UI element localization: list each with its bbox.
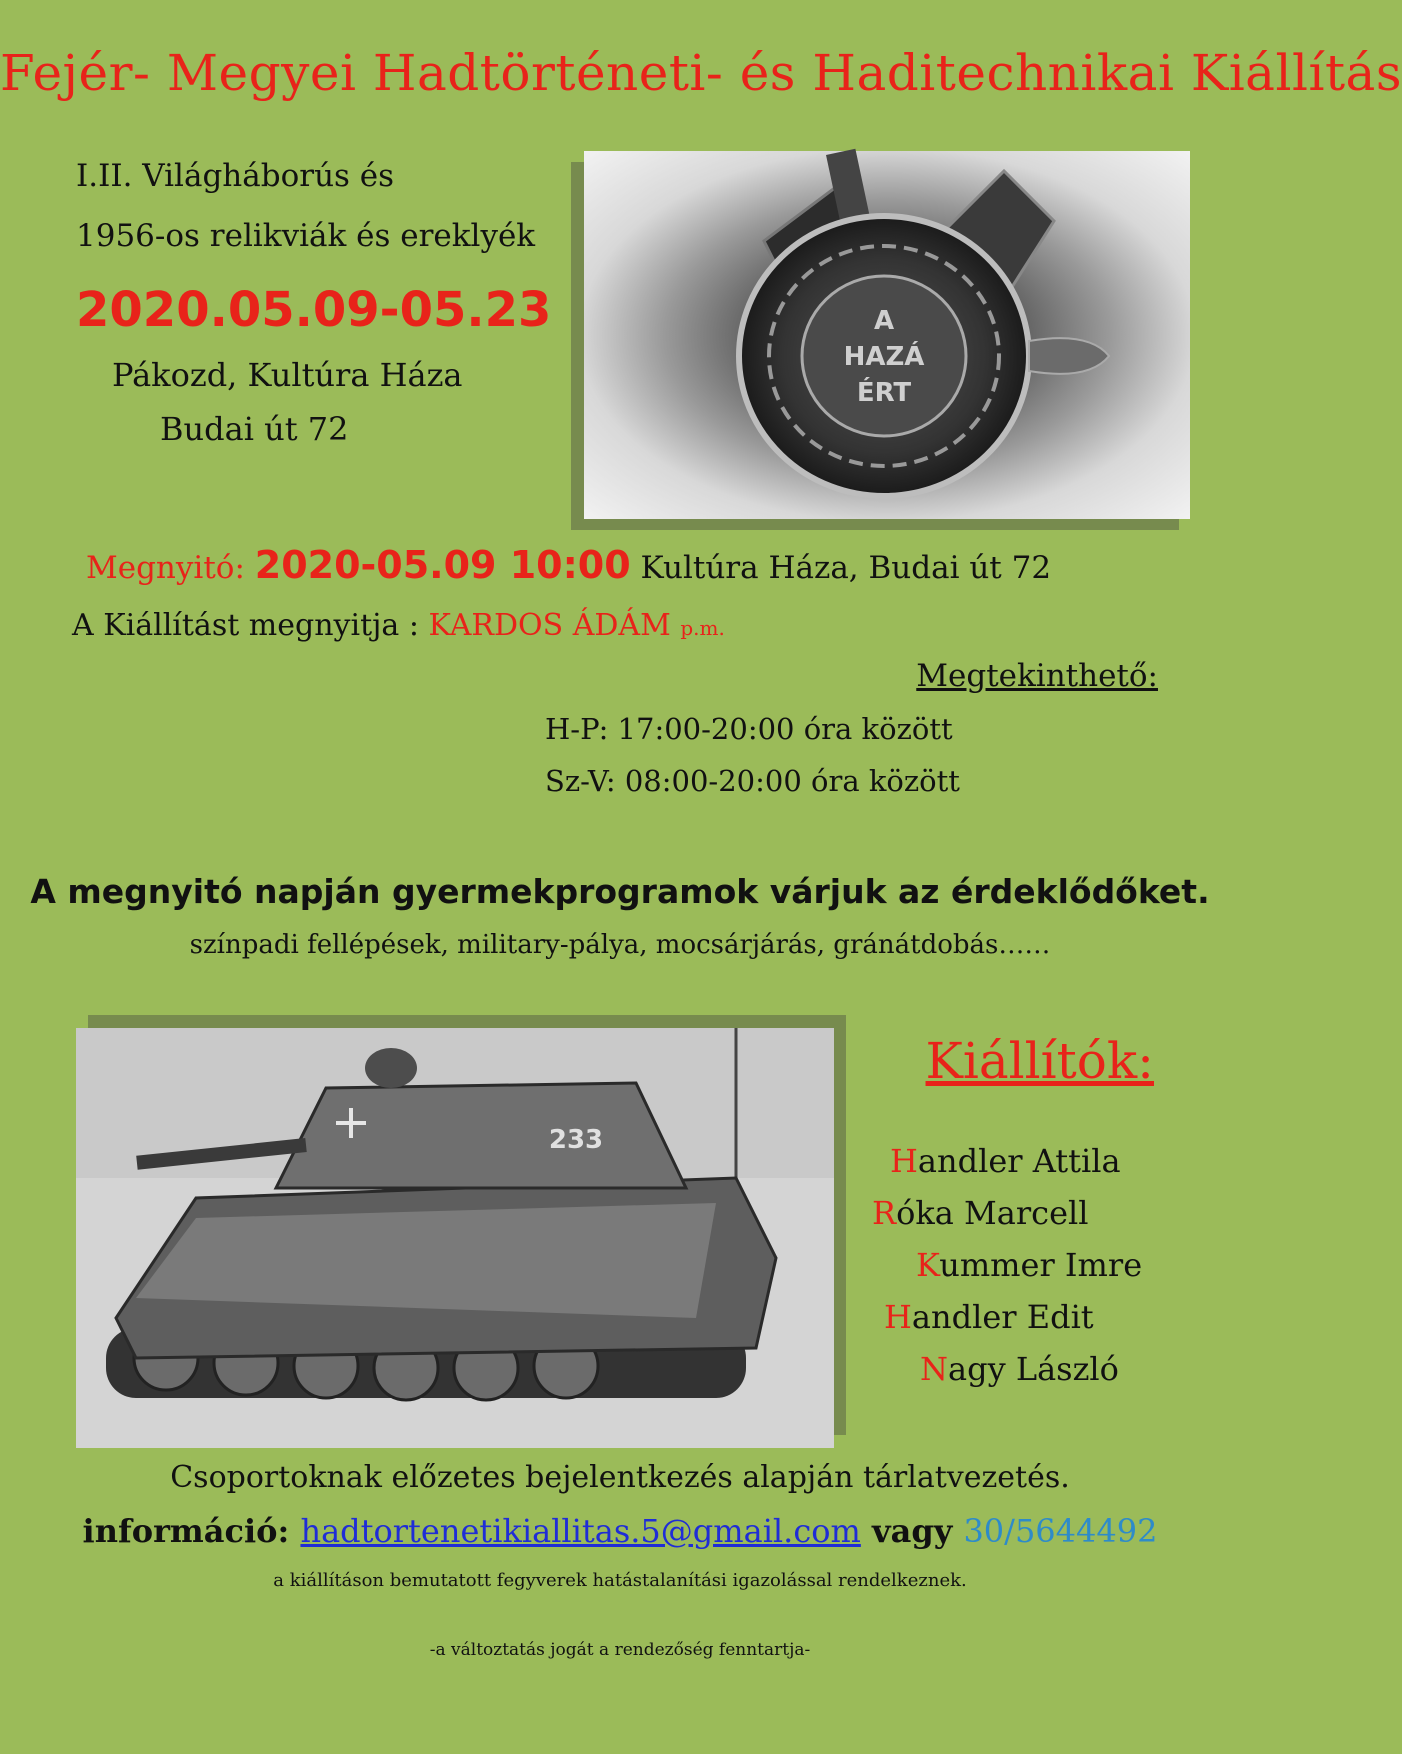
exhibitor-2 — [872, 1194, 1088, 1232]
exhibitor-1-rest: andler Attila — [917, 1142, 1121, 1180]
subtitle-line-1: I.II. Világháborús és — [76, 158, 395, 194]
exhibitor-4-initial: H — [884, 1298, 912, 1336]
opening-place: Kultúra Háza, Budai út 72 — [640, 550, 1052, 586]
turret-number: 233 — [548, 1125, 604, 1155]
exhibitor-5 — [920, 1350, 1119, 1388]
opener-name: KARDOS ÁDÁM — [428, 608, 671, 643]
tank-icon — [76, 1028, 834, 1448]
tank-photo — [76, 1028, 834, 1448]
info-line — [0, 1512, 1240, 1550]
exhibitor-3-initial: K — [916, 1246, 940, 1284]
medal-inscription-3: ÉRT — [856, 378, 912, 408]
opening-datetime: 2020-05.09 10:00 — [254, 543, 631, 587]
date-range: 2020.05.09-05.23 — [76, 282, 552, 338]
exhibitor-3 — [916, 1246, 1142, 1284]
info-label: információ: — [82, 1512, 290, 1550]
info-or: vagy — [872, 1512, 953, 1550]
venue-line-1: Pákozd, Kultúra Háza — [112, 356, 463, 394]
weapons-note: a kiállításon bemutatott fegyverek hatástalanítási igazolással rendelkeznek. — [273, 1570, 967, 1591]
rights-note: -a változtatás jogát a rendezőség fenntartja- — [429, 1640, 811, 1660]
kids-heading: A megnyitó napján gyermekprogramok várjuk az érdeklődőket. — [30, 872, 1210, 911]
viewing-row-weekend: Sz-V: 08:00-20:00 óra között — [545, 764, 960, 798]
exhibitor-1 — [890, 1142, 1121, 1180]
opening-label: Megnyitó: — [86, 550, 245, 586]
exhibitor-5-initial: N — [920, 1350, 948, 1388]
exhibitor-2-initial: R — [872, 1194, 897, 1232]
opening-line — [86, 543, 1051, 587]
exhibitors-heading: Kiállítók: — [925, 1032, 1154, 1090]
opener-suffix: p.m. — [680, 616, 725, 640]
kids-programs: színpadi fellépések, military-pálya, mocsárjárás, gránátdobás…… — [189, 930, 1051, 960]
exhibitor-1-initial: H — [890, 1142, 918, 1180]
exhibitor-4-rest: andler Edit — [911, 1298, 1094, 1336]
subtitle-line-2: 1956-os relikviák és ereklyék — [76, 218, 536, 254]
opener-label: A Kiállítást megnyitja : — [72, 608, 419, 643]
exhibitor-5-rest: agy László — [948, 1350, 1119, 1388]
poster-title: Fejér- Megyei Hadtörténeti- és Haditechnikai Kiállítás — [0, 44, 1402, 102]
medal-photo — [584, 151, 1190, 519]
phone-number: 30/5644492 — [963, 1512, 1158, 1550]
medal-inscription-2: HAZÁ — [843, 342, 925, 372]
opener-line — [72, 608, 725, 643]
venue-line-2: Budai út 72 — [160, 410, 349, 448]
groups-note: Csoportoknak előzetes bejelentkezés alapján tárlatvezetés. — [170, 1460, 1070, 1495]
exhibitor-4 — [884, 1298, 1094, 1336]
iron-cross-medal-icon — [584, 151, 1190, 519]
exhibitor-2-rest: óka Marcell — [896, 1194, 1089, 1232]
email-link[interactable]: hadtortenetikiallitas.5@gmail.com — [300, 1512, 861, 1550]
exhibitor-3-rest: ummer Imre — [939, 1246, 1143, 1284]
medal-inscription-1: A — [873, 306, 895, 336]
viewing-heading: Megtekinthető: — [916, 658, 1158, 694]
viewing-row-weekday: H-P: 17:00-20:00 óra között — [545, 712, 953, 746]
